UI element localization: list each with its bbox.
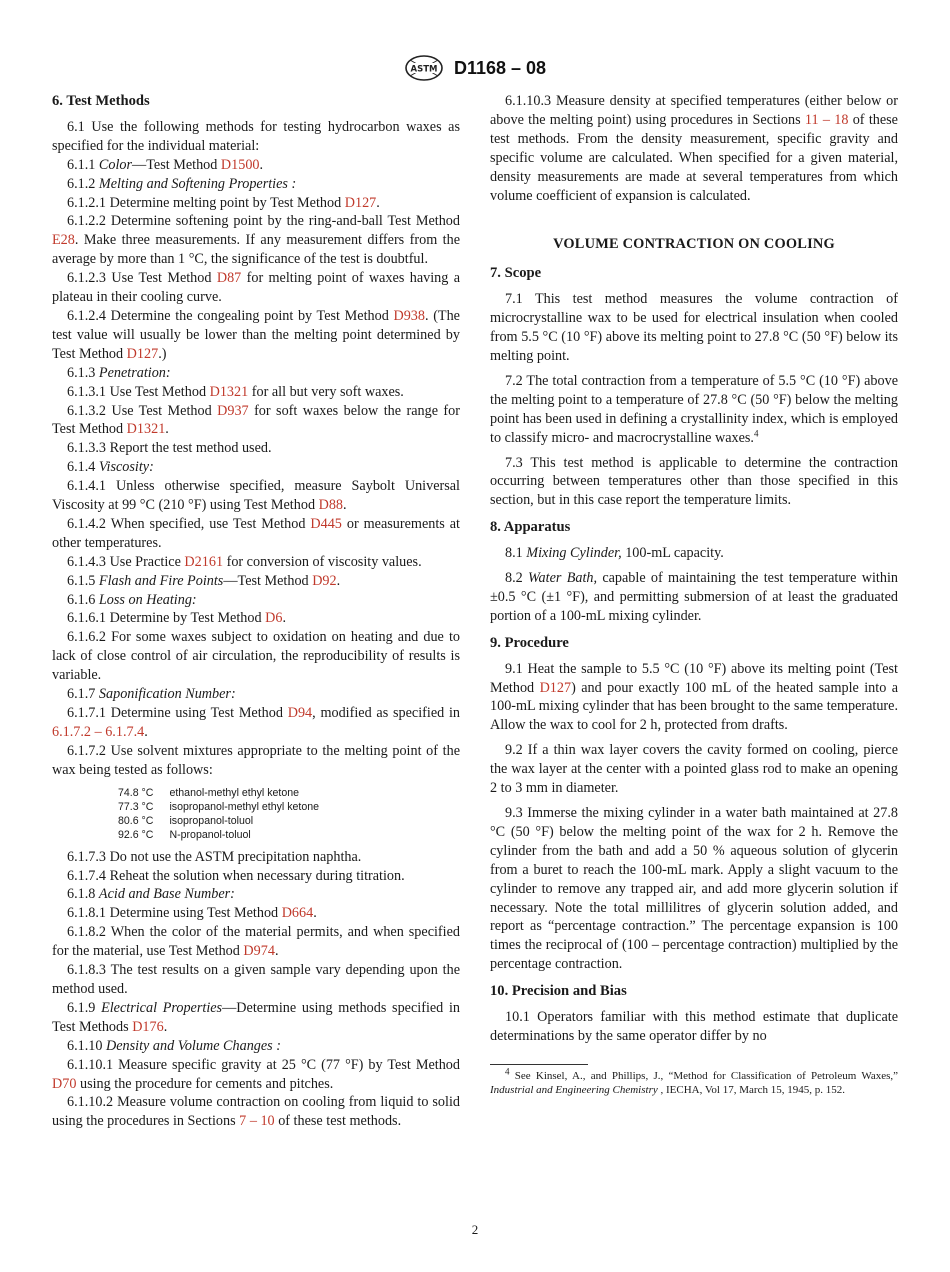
ref-d127-link[interactable]: D127 bbox=[344, 194, 377, 211]
section-heading-volume-contraction: VOLUME CONTRACTION ON COOLING bbox=[553, 236, 835, 253]
para-6-1-7: 6.1.7 Saponification Number: bbox=[67, 686, 236, 703]
para-9-3: 9.3 Immerse the mixing cylinder in a water bath maintained at 27.8 °C (50 °F) below the melting point of the wax for 2 h. Remove the cylinder from the bath and add a 50 % aqueous solution of glycerin from a buret to reach the 100-mL mark. Apply a slight vacuum to the cylinder to remove any trapped air, and add more glycerin solution if necessary. Note the total millilitres of glycerin solution added, and report as “percentage contraction.” The percentage expansion is 100 times the reciprocal of (100 – percentage contraction) multiplied by the percentage contraction. bbox=[490, 805, 898, 973]
para-6-1-9: 6.1.9 Electrical Properties—Determine using methods specified in Test Methods D176. bbox=[52, 999, 461, 1035]
para-6-1-6: 6.1.6 Loss on Heating: bbox=[67, 591, 197, 608]
para-6-1-6-1: 6.1.6.1 Determine by Test Method D6. bbox=[67, 610, 287, 627]
ref-d87-link[interactable]: D87 bbox=[216, 270, 242, 287]
page-header bbox=[0, 54, 950, 84]
para-6-1-6-2: 6.1.6.2 For some waxes subject to oxidation on heating and due to lack of close control of air circulation, the reproducibility of results is variable. bbox=[52, 629, 460, 684]
section-8-heading: 8. Apparatus bbox=[490, 519, 571, 536]
footnote-divider bbox=[490, 1064, 588, 1065]
para-6-1-3: 6.1.3 Penetration: bbox=[67, 364, 171, 381]
para-6-1-10-1: 6.1.10.1 Measure specific gravity at 25 °C (77 °F) by Test Method D70 using the procedure for cements and pitches. bbox=[52, 1056, 460, 1092]
para-6-1-1: 6.1.1 Color—Test Method D1500. bbox=[67, 156, 264, 173]
ref-d2161-link[interactable]: D2161 bbox=[184, 553, 224, 570]
para-7-3: 7.3 This test method is applicable to determine the contraction occurring between temperatures other than those specified in this section, but in this case report the temperature limits. bbox=[490, 454, 898, 509]
ref-d664-link[interactable]: D664 bbox=[281, 905, 314, 922]
footnote: $^4$ See Kinsel, A., and Phillips, J., “Method for Classification of Petroleum Waxes,” Industrial and Engineering Chemistry , IECHA, Vol 17, March 15, 1945, p. 152. bbox=[490, 1066, 898, 1096]
para-6-1-4-2: 6.1.4.2 When specified, use Test Method D445 or measurements at other temperatures. bbox=[52, 515, 460, 551]
para-6-1-8-1: 6.1.8.1 Determine using Test Method D664. bbox=[67, 905, 317, 922]
para-6-1-3-2: 6.1.3.2 Use Test Method D937 for soft waxes below the range for Test Method D1321. bbox=[52, 402, 460, 438]
para-6-1-2-2: 6.1.2.2 Determine softening point by the ring-and-ball Test Method E28. Make three measurements. If any measurement differs from the average by more than 1 °C, the significance of the test is doubtful. bbox=[52, 213, 460, 268]
ref-d92-link[interactable]: D92 bbox=[312, 572, 337, 589]
para-6-1-4-3: 6.1.4.3 Use Practice D2161 for conversion of viscosity values. bbox=[67, 553, 422, 570]
right-column bbox=[490, 92, 898, 1097]
left-column bbox=[52, 92, 460, 1131]
para-6-1-8-2: 6.1.8.2 When the color of the material permits, and when specified for the material, use Test Method D974. bbox=[52, 924, 460, 960]
page-number: 2 bbox=[471, 1222, 479, 1237]
section-9-heading: 9. Procedure bbox=[490, 634, 569, 651]
para-6-1-4-1: 6.1.4.1 Unless otherwise specified, measure Saybolt Universal Viscosity at 99 °C (210 °F) using Test Method D88. bbox=[52, 478, 460, 514]
para-6-1-4: 6.1.4 Viscosity: bbox=[67, 459, 154, 476]
footnote-ref[interactable]: 4 bbox=[753, 427, 759, 438]
section-10-heading: 10. Precision and Bias bbox=[490, 983, 627, 1000]
ref-d937-link[interactable]: D937 bbox=[217, 402, 249, 419]
para-6-1-10-2: 6.1.10.2 Measure volume contraction on cooling from liquid to solid using the procedures in Sections 7 – 10 of these test methods. bbox=[52, 1094, 460, 1130]
ref-6-1-7-2-link[interactable]: 6.1.7.2 – 6.1.7.4 bbox=[52, 723, 145, 740]
ref-d70-link[interactable]: D70 bbox=[52, 1075, 77, 1092]
para-6-1-10: 6.1.10 Density and Volume Changes : bbox=[67, 1037, 281, 1054]
para-6-1-3-3: 6.1.3.3 Report the test method used. bbox=[67, 440, 272, 457]
document-number: D1168 – 08 bbox=[453, 57, 547, 78]
table-row: 74.8 °C ethanol-methyl ethyl ketone bbox=[118, 786, 300, 799]
para-6-1-8-3: 6.1.8.3 The test results on a given sample vary depending upon the method used. bbox=[52, 962, 460, 997]
astm-logo-icon bbox=[404, 54, 444, 82]
ref-d127-link[interactable]: D127 bbox=[126, 345, 159, 362]
para-6-1-7-2: 6.1.7.2 Use solvent mixtures appropriate to the melting point of the wax being tested as follows: bbox=[52, 742, 460, 778]
para-6-1-2: 6.1.2 Melting and Softening Properties : bbox=[67, 175, 297, 192]
ref-d1500-link[interactable]: D1500 bbox=[220, 156, 260, 173]
para-6-1-5: 6.1.5 Flash and Fire Points—Test Method D92. bbox=[67, 572, 341, 589]
ref-d127-link[interactable]: D127 bbox=[539, 679, 572, 696]
para-7-2: 7.2 The total contraction from a temperature of 5.5 °C (10 °F) above the melting point to a temperature of 27.8 °C (50 °F) below the melting point has been used in defining a crystallinity index, which is employed to classify micro- and macrocrystalline waxes.$^4$ bbox=[490, 372, 898, 446]
table-row: 80.6 °C isopropanol-toluol bbox=[118, 814, 254, 827]
para-6-1-10-3: 6.1.10.3 Measure density at specified temperatures (either below or above the melting point) using procedures in Sections 11 – 18 of these test methods. From the density measurement, specific gravity and specific volume are calculated. When specified for a given material, density measurements are made at several temperatures from which volume coefficient of expansion is calculated. bbox=[490, 93, 898, 204]
para-6-1-7-1: 6.1.7.1 Determine using Test Method D94, modified as specified in 6.1.7.2 – 6.1.7.4. bbox=[52, 705, 460, 740]
section-6-heading: 6. Test Methods bbox=[52, 93, 150, 109]
ref-sections-11-18-link[interactable]: 11 – 18 bbox=[804, 111, 849, 128]
para-6-1: 6.1 Use the following methods for testing hydrocarbon waxes as specified for the individual material: bbox=[52, 118, 460, 154]
para-8-1: 8.1 Mixing Cylinder, 100-mL capacity. bbox=[505, 545, 724, 562]
para-6-1-3-1: 6.1.3.1 Use Test Method D1321 for all but very soft waxes. bbox=[67, 383, 404, 400]
para-6-1-2-3: 6.1.2.3 Use Test Method D87 for melting point of waxes having a plateau in their cooling curve. bbox=[52, 270, 460, 306]
ref-d1321-link[interactable]: D1321 bbox=[209, 383, 249, 400]
ref-d94-link[interactable]: D94 bbox=[287, 705, 313, 721]
section-7-heading: 7. Scope bbox=[490, 265, 542, 282]
para-9-1: 9.1 Heat the sample to 5.5 °C (10 °F) above its melting point (Test Method D127) and pour exactly 100 mL of the heated sample into a 100-mL mixing cylinder that has been brought to the same temperature. Allow the wax to cool for 2 h, protected from drafts. bbox=[490, 660, 899, 734]
ref-d445-link[interactable]: D445 bbox=[310, 515, 342, 532]
para-6-1-8: 6.1.8 Acid and Base Number: bbox=[67, 886, 235, 903]
ref-d938-link[interactable]: D938 bbox=[393, 307, 425, 324]
ref-e28-link[interactable]: E28 bbox=[52, 232, 75, 249]
ref-sections-7-10-link[interactable]: 7 – 10 bbox=[239, 1113, 275, 1130]
para-7-1: 7.1 This test method measures the volume contraction of microcrystalline wax to be used for electrical insulation when cooled from 5.5 °C (10 °F) above its melting point to 27.8 °C (50 °F) below its melting point. bbox=[490, 291, 898, 364]
para-10-1: 10.1 Operators familiar with this method estimate that duplicate determinations by the same operator differ by no bbox=[490, 1009, 898, 1044]
para-6-1-7-4: 6.1.7.4 Reheat the solution when necessary during titration. bbox=[67, 867, 405, 884]
solvent-table bbox=[118, 786, 335, 842]
ref-d974-link[interactable]: D974 bbox=[243, 943, 275, 960]
ref-d1321-link[interactable]: D1321 bbox=[126, 421, 166, 438]
ref-d6-link[interactable]: D6 bbox=[265, 610, 283, 627]
ref-d88-link[interactable]: D88 bbox=[318, 497, 344, 514]
para-9-2: 9.2 If a thin wax layer covers the cavity formed on cooling, pierce the wax layer at the center with a pointed glass rod to make an opening 2 to 3 mm in diameter. bbox=[490, 742, 898, 797]
para-6-1-2-1: 6.1.2.1 Determine melting point by Test Method D127. bbox=[67, 194, 380, 211]
table-row: 92.6 °C N-propanol-toluol bbox=[118, 828, 251, 841]
ref-d176-link[interactable]: D176 bbox=[132, 1018, 164, 1035]
para-8-2: 8.2 Water Bath, capable of maintaining the test temperature within ±0.5 °C (±1 °F), and permitting submersion of at least the graduated portion of a 100-mL mixing cylinder. bbox=[490, 570, 898, 624]
table-row: 77.3 °C isopropanol-methyl ethyl ketone bbox=[118, 800, 320, 813]
para-6-1-7-3: 6.1.7.3 Do not use the ASTM precipitation naphtha. bbox=[67, 848, 362, 865]
svg-text:ASTM: ASTM bbox=[410, 64, 438, 75]
para-6-1-2-4: 6.1.2.4 Determine the congealing point by Test Method D938. (The test value will usually be lower than the melting point determined by Test Method D127.) bbox=[52, 307, 460, 362]
